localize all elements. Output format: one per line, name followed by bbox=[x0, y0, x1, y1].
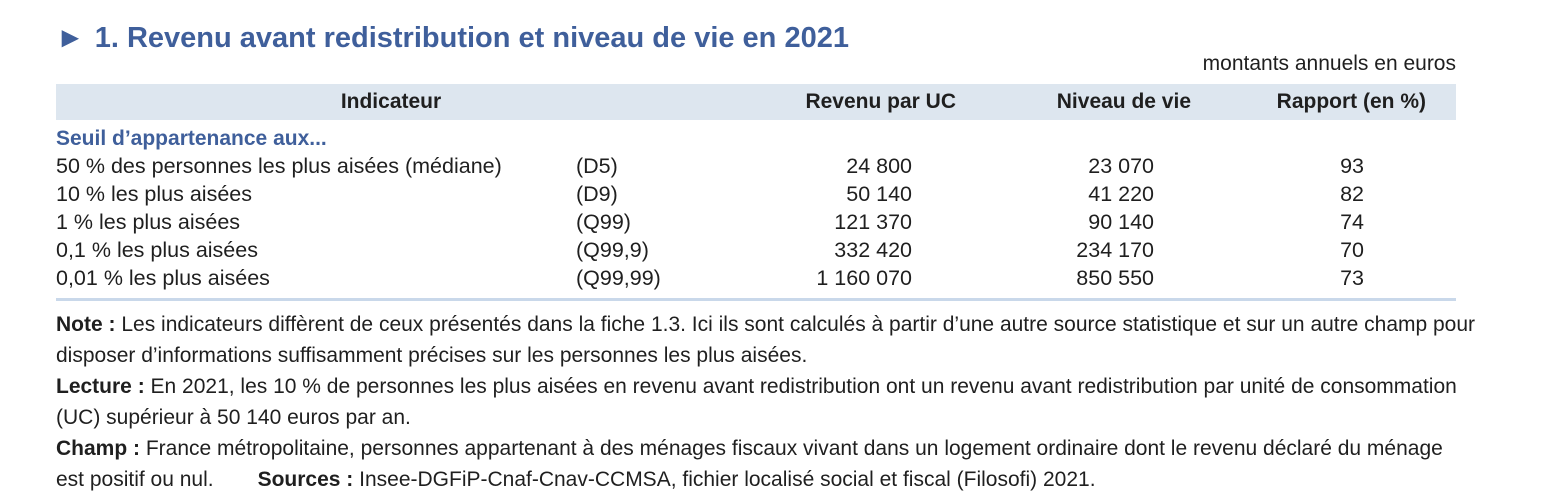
row-label: 50 % des personnes les plus aisées (médiane) bbox=[56, 154, 502, 178]
row-label: 1 % les plus aisées bbox=[56, 210, 241, 234]
row-revenu: 1 160 070 bbox=[816, 266, 912, 290]
row-label: 0,1 % les plus aisées bbox=[56, 238, 258, 262]
row-niveau: 90 140 bbox=[1088, 210, 1154, 234]
table-row bbox=[56, 264, 1456, 292]
table-bottom-rule bbox=[56, 298, 1456, 301]
row-rapport: 74 bbox=[1340, 210, 1364, 234]
section-heading: Seuil d’appartenance aux... bbox=[56, 127, 327, 150]
row-revenu: 50 140 bbox=[846, 182, 912, 206]
table-row bbox=[56, 208, 1456, 236]
row-revenu: 121 370 bbox=[834, 210, 912, 234]
table-row bbox=[56, 152, 1456, 180]
unit-caption: montants annuels en euros bbox=[1202, 52, 1456, 75]
notes-block bbox=[56, 309, 1476, 495]
row-revenu: 24 800 bbox=[846, 154, 912, 178]
row-revenu: 332 420 bbox=[834, 238, 912, 262]
arrow-right-icon: ► bbox=[56, 22, 85, 54]
note-label: Note : bbox=[56, 313, 116, 336]
note-paragraph bbox=[56, 309, 1476, 371]
lecture-text: En 2021, les 10 % de personnes les plus aisées en revenu avant redistribution ont un revenu avant redistribution par unité de consommation (UC) supérieur à 50 140 euros par an. bbox=[56, 375, 1457, 429]
row-rapport: 93 bbox=[1340, 154, 1364, 178]
table-title-text: 1. Revenu avant redistribution et niveau de vie en 2021 bbox=[94, 22, 849, 54]
row-niveau: 234 170 bbox=[1076, 238, 1154, 262]
header-revenu: Revenu par UC bbox=[805, 90, 956, 113]
header-rapport: Rapport (en %) bbox=[1276, 90, 1426, 113]
row-code: (D9) bbox=[576, 182, 618, 206]
row-label: 10 % les plus aisées bbox=[56, 182, 252, 206]
data-table bbox=[56, 84, 1456, 301]
table-row bbox=[56, 236, 1456, 264]
lecture-label: Lecture : bbox=[56, 375, 145, 398]
row-code: (Q99) bbox=[576, 210, 631, 234]
lecture-paragraph bbox=[56, 371, 1476, 433]
row-code: (D5) bbox=[576, 154, 618, 178]
row-code: (Q99,9) bbox=[576, 238, 649, 262]
table-header bbox=[56, 84, 1456, 120]
row-rapport: 70 bbox=[1340, 238, 1364, 262]
row-rapport: 73 bbox=[1340, 266, 1364, 290]
sources-text: Insee-DGFiP-Cnaf-Cnav-CCMSA, fichier localisé social et fiscal (Filosofi) 2021. bbox=[353, 468, 1096, 491]
header-niveau: Niveau de vie bbox=[1056, 90, 1191, 113]
row-niveau: 850 550 bbox=[1076, 266, 1154, 290]
row-code: (Q99,99) bbox=[576, 266, 661, 290]
champ-paragraph bbox=[56, 433, 1476, 495]
row-rapport: 82 bbox=[1340, 182, 1364, 206]
champ-label: Champ : bbox=[56, 437, 140, 460]
row-label: 0,01 % les plus aisées bbox=[56, 266, 270, 290]
note-text: Les indicateurs diffèrent de ceux présentés dans la fiche 1.3. Ici ils sont calculés à partir d’une autre source statistique et sur un autre champ pour disposer d’informations suffisamment précises sur les personnes les plus aisées. bbox=[56, 313, 1476, 367]
row-niveau: 41 220 bbox=[1088, 182, 1154, 206]
table-title bbox=[56, 22, 849, 55]
champ-text: France métropolitaine, personnes appartenant à des ménages fiscaux vivant dans un logement ordinaire dont le revenu déclaré du ménage est positif ou nul. bbox=[56, 437, 1443, 491]
row-niveau: 23 070 bbox=[1088, 154, 1154, 178]
sources-label: Sources : bbox=[257, 468, 354, 491]
header-indicateur: Indicateur bbox=[340, 90, 442, 113]
table-row bbox=[56, 180, 1456, 208]
